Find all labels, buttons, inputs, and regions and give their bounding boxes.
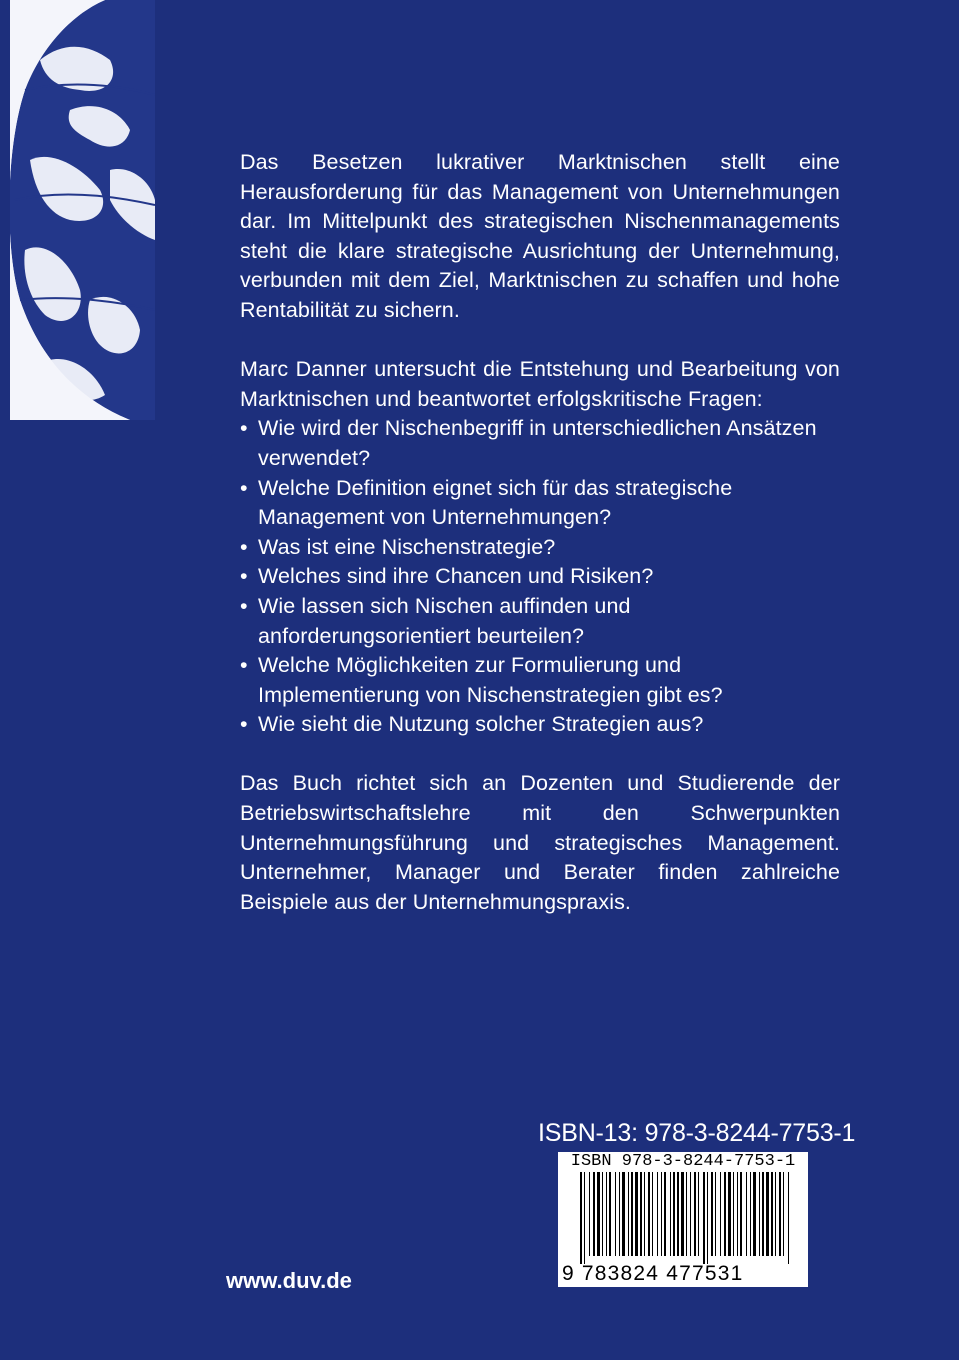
barcode-bar — [664, 1172, 666, 1256]
barcode-bar — [670, 1172, 671, 1256]
barcode-bar — [728, 1172, 731, 1256]
barcode-digits: 9 783824 477531 — [562, 1262, 744, 1285]
barcode-bar — [715, 1172, 716, 1256]
barcode-bar — [737, 1172, 738, 1256]
barcode-bar — [771, 1172, 773, 1256]
barcode-bar — [635, 1172, 638, 1256]
barcode-bar — [644, 1172, 645, 1256]
globe-illustration — [10, 0, 155, 420]
barcode-bar — [648, 1172, 650, 1256]
barcode — [558, 1152, 808, 1287]
globe-image — [10, 0, 155, 420]
barcode-bar — [750, 1172, 751, 1256]
barcode-bar — [628, 1172, 629, 1256]
barcode-bars — [558, 1172, 808, 1264]
barcode-bar — [681, 1172, 684, 1256]
barcode-bar — [657, 1172, 658, 1256]
barcode-bar — [640, 1172, 642, 1256]
barcode-bar — [580, 1172, 582, 1264]
barcode-bar — [690, 1172, 691, 1256]
list-item: • Wie wird der Nischenbegriff in unterschiedlichen Ansätzen verwendet? — [240, 414, 840, 473]
barcode-bar — [584, 1172, 585, 1264]
barcode-bar — [609, 1172, 611, 1256]
barcode-bar — [597, 1172, 600, 1256]
barcode-bar — [762, 1172, 764, 1256]
barcode-isbn-text: ISBN 978-3-8244-7753-1 — [570, 1152, 796, 1171]
list-item: • Wie sieht die Nutzung solcher Strategien aus? — [240, 710, 840, 740]
barcode-bar — [724, 1172, 726, 1256]
audience-paragraph: Das Buch richtet sich an Dozenten und Studierende der Betriebswirtschaftslehre mit den Schwerpunkten Unternehmungsführung und strategisches Management. Unternehmer, Manager und Berater finden zahlreiche Beispiele aus der Unternehmungspraxis. — [240, 771, 840, 914]
barcode-bar — [694, 1172, 696, 1256]
list-item: • Welches sind ihre Chancen und Risiken? — [240, 562, 840, 592]
barcode-bar — [589, 1172, 590, 1256]
list-item: • Welche Definition eignet sich für das strategische Management von Unternehmungen? — [240, 474, 840, 533]
barcode-bar — [619, 1172, 620, 1256]
barcode-bar — [733, 1172, 734, 1256]
questions-intro: Marc Danner untersucht die Entstehung und Bearbeitung von Marktnischen und beantwortet erfolgskritische Fragen: — [240, 357, 840, 411]
barcode-bar — [615, 1172, 616, 1256]
barcode-bar — [759, 1172, 760, 1256]
list-item: • Wie lassen sich Nischen auffinden und anforderungsorientiert beurteilen? — [240, 592, 840, 651]
questions-list — [240, 414, 840, 740]
barcode-bar — [698, 1172, 699, 1256]
barcode-bar — [622, 1172, 625, 1256]
barcode-bar — [746, 1172, 747, 1256]
barcode-bar — [740, 1172, 742, 1256]
barcode-bar — [788, 1172, 789, 1264]
list-item: • Welche Möglichkeiten zur Formulierung und Implementierung von Nischenstrategien gibt es? — [240, 651, 840, 710]
barcode-bar — [766, 1172, 769, 1256]
list-item: • Was ist eine Nischenstrategie? — [240, 533, 840, 563]
barcode-bar — [783, 1172, 784, 1256]
barcode-bar — [753, 1172, 756, 1256]
barcode-bar — [703, 1172, 705, 1264]
barcode-bar — [711, 1172, 713, 1256]
intro-paragraph: Das Besetzen lukrativer Marktnischen stellt eine Herausforderung für das Management von Unternehmungen dar. Im Mittelpunkt des strategischen Nischenmanagements steht die klare strategische Ausrichtung der Unternehmung, verbunden mit dem Ziel, Marktnischen zu schaffen und hohe Rentabilität zu sichern. — [240, 150, 840, 322]
barcode-bar — [652, 1172, 653, 1256]
isbn-label: ISBN-13: 978-3-8244-7753-1 — [538, 1119, 856, 1147]
barcode-bar — [661, 1172, 662, 1256]
barcode-bar — [602, 1172, 603, 1256]
barcode-bar — [720, 1172, 721, 1256]
barcode-bar — [673, 1172, 675, 1256]
barcode-bar — [707, 1172, 708, 1264]
barcode-bar — [593, 1172, 595, 1256]
barcode-bar — [606, 1172, 607, 1256]
barcode-bar — [779, 1172, 781, 1256]
description-text — [240, 148, 840, 917]
barcode-bar — [775, 1172, 776, 1256]
barcode-bar — [677, 1172, 679, 1256]
barcode-bar — [686, 1172, 687, 1256]
barcode-bar — [631, 1172, 633, 1256]
website-link[interactable]: www.duv.de — [226, 1268, 352, 1293]
